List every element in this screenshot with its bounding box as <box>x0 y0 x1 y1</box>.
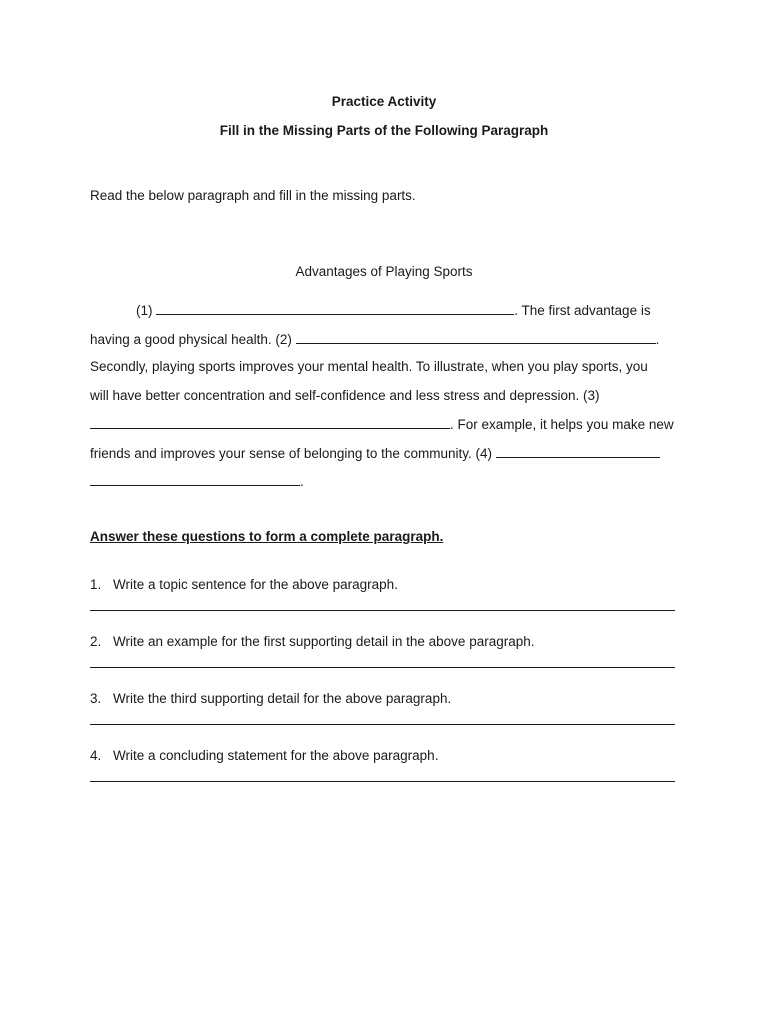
question-2-text: Write an example for the first supporting detail in the above paragraph. <box>113 634 535 649</box>
blank-4a[interactable] <box>496 445 660 458</box>
question-3-text: Write the third supporting detail for the above paragraph. <box>113 691 452 706</box>
question-1-number: 1. <box>90 577 102 592</box>
blank-4b[interactable] <box>90 473 300 486</box>
question-3-number: 3. <box>90 691 102 706</box>
answer-line-2[interactable] <box>90 667 675 668</box>
paragraph-line-5-suffix: . For example, it helps you make new <box>450 417 674 432</box>
answer-line-3[interactable] <box>90 724 675 725</box>
paragraph-line-6-prefix: friends and improves your sense of belonging to the community. (4) <box>90 446 496 461</box>
blank-3[interactable] <box>90 416 450 429</box>
page-title: Practice Activity <box>331 94 437 109</box>
paragraph-line-5 <box>90 416 674 432</box>
question-2 <box>90 634 535 649</box>
question-2-number: 2. <box>90 634 102 649</box>
paragraph-line-2-suffix: . <box>655 332 660 347</box>
paragraph-line-1-suffix: . The first advantage is <box>514 303 651 318</box>
answer-line-1[interactable] <box>90 610 675 611</box>
paragraph-line-4: will have better concentration and self-confidence and less stress and depression. (3) <box>90 388 600 403</box>
paragraph-line-1 <box>136 302 651 318</box>
paragraph-line-6 <box>90 445 660 461</box>
answer-line-4[interactable] <box>90 781 675 782</box>
instruction-text: Read the below paragraph and fill in the missing parts. <box>90 188 416 203</box>
paragraph-title: Advantages of Playing Sports <box>295 264 473 279</box>
paragraph-line-2-prefix: having a good physical health. (2) <box>90 332 296 347</box>
blank-2[interactable] <box>296 331 656 344</box>
blank-1[interactable] <box>156 302 514 315</box>
question-4 <box>90 748 438 763</box>
page-subtitle: Fill in the Missing Parts of the Following Paragraph <box>219 123 549 138</box>
paragraph-line-7-suffix: . <box>300 474 304 489</box>
question-3 <box>90 691 451 706</box>
question-1-text: Write a topic sentence for the above paragraph. <box>113 577 398 592</box>
questions-heading: Answer these questions to form a complete paragraph. <box>90 529 444 544</box>
paragraph-line-2 <box>90 331 659 347</box>
question-4-text: Write a concluding statement for the above paragraph. <box>113 748 439 763</box>
paragraph-line-3: Secondly, playing sports improves your mental health. To illustrate, when you play sports, you <box>90 359 648 374</box>
paragraph-line-7 <box>90 473 304 489</box>
question-4-number: 4. <box>90 748 102 763</box>
question-1 <box>90 577 398 592</box>
paragraph-line-1-prefix: (1) <box>136 303 157 318</box>
